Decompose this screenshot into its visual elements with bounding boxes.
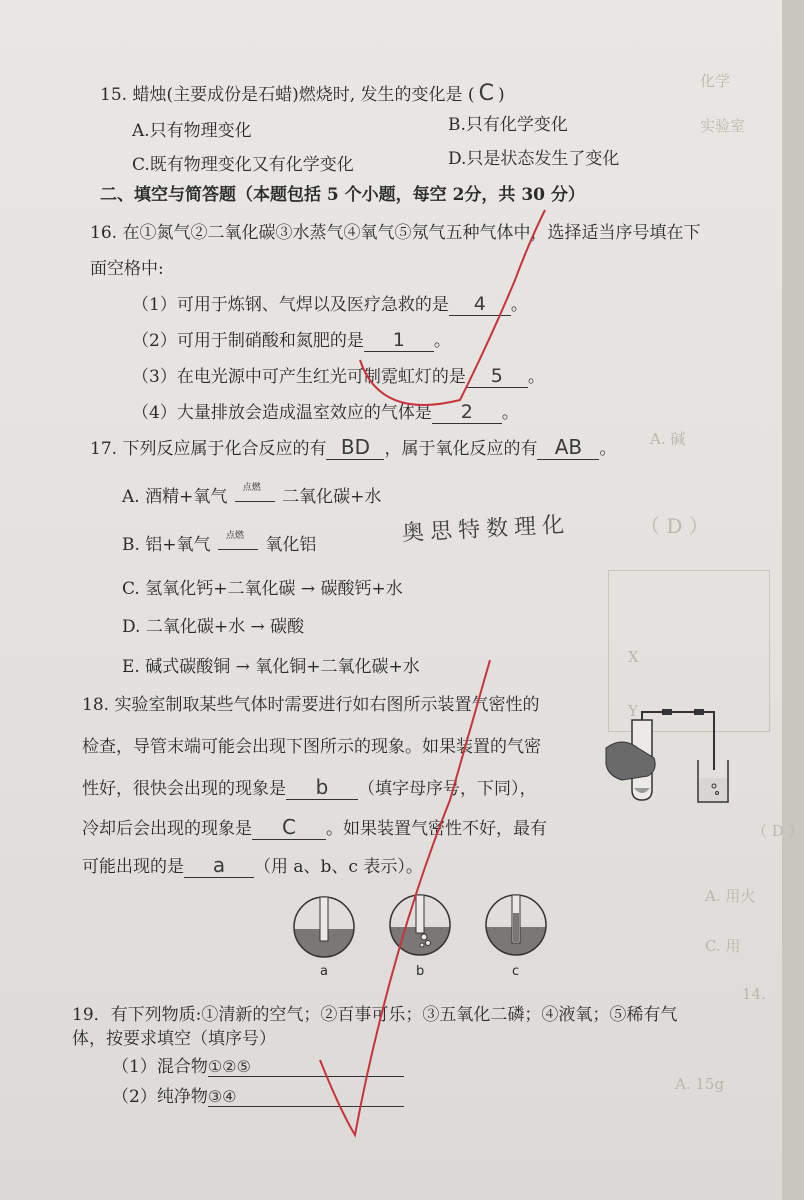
q19-line2: 体，按要求填空（填序号）: [72, 1029, 276, 1049]
q15-option-a: A.只有物理变化: [132, 121, 252, 141]
bleed-text: 14.: [742, 985, 766, 1003]
q19-answer-1: ①②⑤: [208, 1057, 404, 1077]
q17-option-a: A. 酒精+氧气 点燃 二氧化碳+水: [122, 483, 382, 507]
q18-answer-2: C: [252, 815, 326, 840]
bleed-text: 实验室: [700, 117, 746, 135]
q18-line1: 18. 实验室制取某些气体时需要进行如右图所示装置气密性的: [82, 695, 540, 715]
q17-option-b: B. 铝+氧气 点燃 氧化铝: [122, 531, 317, 555]
reaction-arrow: 点燃: [235, 492, 275, 502]
q18-answer-1: b: [286, 775, 358, 800]
bleed-text: A. 15g: [675, 1075, 725, 1093]
q17-option-e: E. 碱式碳酸铜 → 氧化铜+二氧化碳+水: [122, 657, 420, 677]
bleed-text: A. 用火: [705, 887, 756, 905]
reaction-arrow: 点燃: [218, 540, 258, 550]
bleed-text: A. 碱: [650, 430, 686, 448]
red-check-mark-upper: [340, 190, 560, 450]
q18-answer-3: a: [184, 853, 254, 878]
q16-answer-1: 4: [449, 293, 511, 316]
q19-answer-2: ③④: [208, 1087, 404, 1107]
q16-item-3: （3）在电光源中可产生红光可制霓虹灯的是 5 。: [132, 365, 545, 387]
q15-answer: C: [478, 81, 494, 106]
bleed-text: X: [628, 648, 639, 666]
tube-label-b: b: [416, 964, 425, 979]
q18-line4: 冷却后会出现的现象是 C 。如果装置气密性不好，最有: [82, 815, 547, 839]
tube-label-c: c: [512, 964, 520, 979]
school-stamp: 奥思特数理化: [401, 512, 571, 547]
q18-line5: 可能出现的是 a （用 a、b、c 表示）。: [82, 853, 423, 877]
q17-answer-combination: BD: [326, 435, 384, 460]
apparatus-figure: [602, 700, 732, 810]
red-check-mark-lower: [300, 640, 500, 1140]
bleed-text: C. 用: [705, 937, 741, 955]
bleed-text: （ D ）: [640, 514, 709, 538]
q15-option-d: D.只是状态发生了变化: [448, 149, 620, 169]
q16-stem-line1: 16. 在①氮气②二氧化碳③水蒸气④氧气⑤氖气五种气体中，选择适当序号填在下: [90, 223, 701, 243]
q15-option-c: C.既有物理变化又有化学变化: [132, 155, 354, 175]
q15-stem: 15. 蜡烛(主要成份是石蜡)燃烧时, 发生的变化是 ( C ): [100, 81, 505, 106]
q16-item-1: （1）可用于炼钢、气焊以及医疗急救的是 4 。: [132, 293, 528, 315]
q16-answer-2: 1: [364, 329, 434, 352]
q16-item-2: （2）可用于制硝酸和氮肥的是 1 。: [132, 329, 451, 351]
q15-option-b: B.只有化学变化: [448, 115, 568, 135]
q19-item-2: （2）纯净物③④: [112, 1082, 404, 1107]
q17-option-d: D. 二氧化碳+水 → 碳酸: [122, 617, 305, 637]
q19-line1: 19．有下列物质:①清新的空气；②百事可乐；③五氧化二磷；④液氧；⑤稀有气: [72, 1005, 678, 1025]
q16-answer-4: 2: [432, 401, 502, 424]
q16-stem-line2: 面空格中:: [90, 259, 164, 279]
q16-answer-3: 5: [466, 365, 528, 388]
bleed-text: Y: [628, 702, 638, 720]
q17-option-c: C. 氢氧化钙+二氧化碳 → 碳酸钙+水: [122, 579, 403, 599]
section-header: 二、填空与简答题（本题包括 5 个小题，每空 2分，共 30 分）: [100, 185, 585, 205]
q16-item-4: （4）大量排放会造成温室效应的气体是 2 。: [132, 401, 519, 423]
bleed-text: 化学: [700, 72, 731, 90]
q18-line3: 性好，很快会出现的现象是 b （填字母序号，下同），: [82, 775, 537, 799]
q17-stem: 17. 下列反应属于化合反应的有 BD ，属于氧化反应的有 AB 。: [90, 435, 617, 459]
q17-answer-oxidation: AB: [537, 435, 599, 460]
q19-item-1: （1）混合物①②⑤: [112, 1052, 404, 1077]
q18-line2: 检查，导管末端可能会出现下图所示的现象。如果装置的气密: [82, 737, 541, 757]
tube-label-a: a: [320, 964, 328, 979]
bleed-text: （ D ）: [752, 822, 804, 840]
